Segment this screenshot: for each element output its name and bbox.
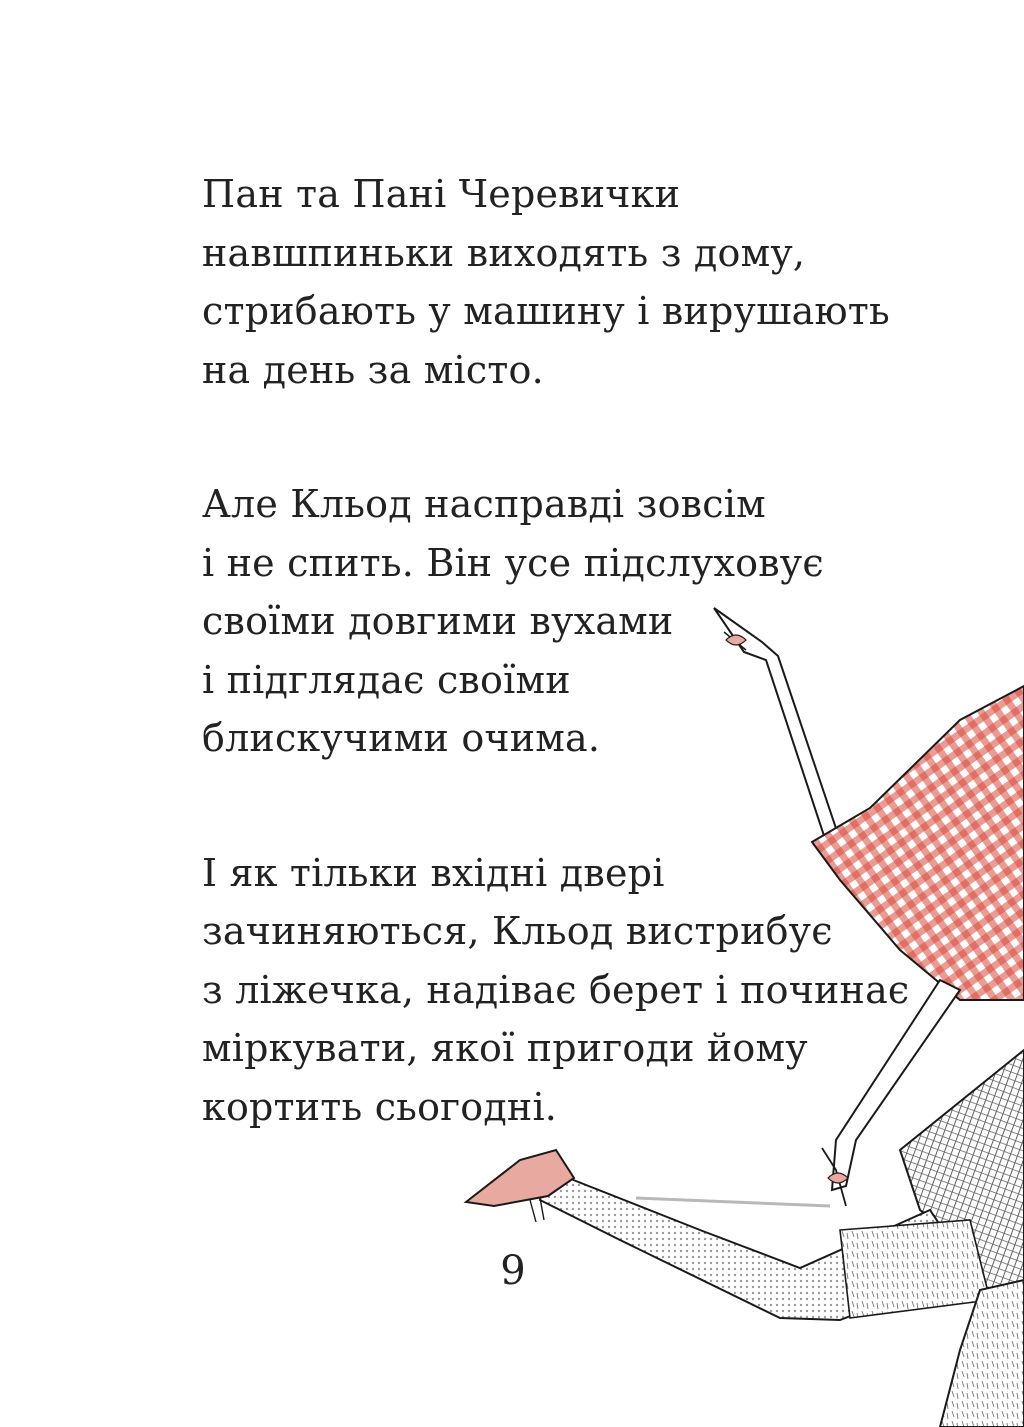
text-line: навшпиньки виходять з дому, xyxy=(202,230,806,275)
raised-arm xyxy=(714,608,1024,1000)
text-line: і не спить. Він усе підслуховує xyxy=(202,540,824,585)
text-line: своїми довгими вухами xyxy=(202,599,674,643)
text-line: стрибають у машину і вирушають xyxy=(202,289,890,333)
text-line: блискучими очима. xyxy=(202,716,601,760)
text-line: на день за місто. xyxy=(202,347,544,392)
text-line: Пан та Пані Черевички xyxy=(202,172,681,216)
text-line: кортить сьогодні. xyxy=(202,1084,558,1129)
text-line: зачиняються, Кльод вистрибує xyxy=(202,909,833,953)
running-figure-illustration xyxy=(450,590,1024,1427)
text-line: Але Кльод насправді зовсім xyxy=(202,482,766,526)
text-line: з ліжечка, надіває берет і починає xyxy=(202,967,910,1012)
text-line: І як тільки вхідні двері xyxy=(202,850,665,895)
page-number: 9 xyxy=(500,1248,526,1294)
paragraph-1 xyxy=(202,165,890,399)
text-line: і підглядає своїми xyxy=(202,657,571,702)
text-line: міркувати, якої пригоди йому xyxy=(202,1026,808,1070)
